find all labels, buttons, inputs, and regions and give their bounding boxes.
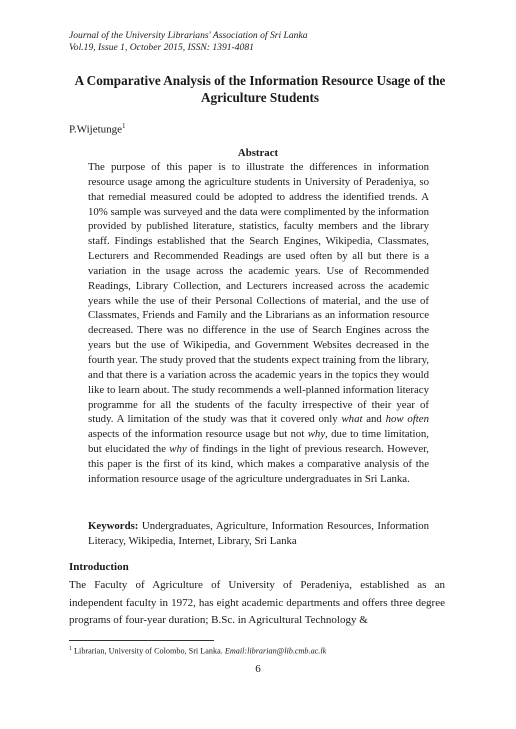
- footnote: [69, 644, 326, 657]
- abstract-part: , due to time limitation, but elucidated the: [88, 428, 429, 456]
- keywords: [88, 519, 429, 549]
- journal-header: [69, 30, 308, 54]
- journal-issue: Vol.19, Issue 1, October 2015, ISSN: 1391-4081: [69, 42, 254, 53]
- introduction-text: The Faculty of Agriculture of University of Peradeniya, established as an independent faculty in 1972, has eight academic departments and offers three degree programs of four-year duration; B.Sc. in Agricultural Technology &: [69, 579, 445, 627]
- introduction-heading: Introduction: [69, 561, 129, 573]
- abstract-emphasis: how often: [385, 413, 429, 426]
- keywords-label: Keywords:: [88, 520, 139, 532]
- abstract-heading: Abstract: [237, 147, 279, 159]
- abstract-emphasis: why: [307, 428, 326, 441]
- abstract-part: of findings in the light of previous research. However, this paper is the first of its kind, which makes a comparative analysis of the information resource usage of the agriculture undergraduates in Sri Lanka.: [88, 443, 429, 485]
- abstract-part: The purpose of this paper is to illustrate the differences in information resource usage among the agriculture students in University of Peradeniya, so that remedial measured could be adopted to address the identified trends. A 10% sample was surveyed and the data were complimented by the information provided by published literature, statistics, faculty members and the library staff. Findings established that the Search Engines, Wikipedia, Classmates, Lecturers and Recommended Readings are used often by all but there is a variation in the usage across the academic years. Use of Recommended Readings, Library Collection, and Lecturers increased across the academic years while the use of their Personal Collections of material, and the use of Classmates, Friends and Family and the Librarians as an information resource decreased. There was no difference in the use of Search Engines across the years but the use of Wikipedia, and Government Websites decreased in the fourth year. The study proved that the students expect training from the library, and that there is a variation across the academic years in the topics they would like to learn about. The study recommends a well-planned information literacy programme for all the students of the faculty irrespective of their year of study. A limitation of the study was that it covered only: [88, 161, 429, 426]
- author-footnote-mark: 1: [122, 122, 126, 130]
- footnote-email: Email:librarian@lib.cmb.ac.lk: [224, 646, 327, 656]
- journal-name: Journal of the University Librarians' Association of Sri Lanka: [69, 30, 308, 41]
- abstract-text: [88, 160, 429, 487]
- abstract-part: aspects of the information resource usage but not: [88, 428, 308, 441]
- abstract-emphasis: what: [341, 413, 363, 426]
- author: [69, 122, 126, 136]
- footnote-text: Librarian, University of Colombo, Sri Lanka.: [72, 646, 225, 656]
- page-number: 6: [255, 663, 261, 675]
- footnote-mark: 1: [69, 646, 72, 652]
- author-name: P.Wijetunge: [69, 123, 123, 136]
- abstract-emphasis: why: [169, 443, 187, 456]
- article-title: A Comparative Analysis of the Information Resource Usage of the Agriculture Students: [74, 73, 446, 105]
- keywords-text: Undergraduates, Agriculture, Information Resources, Information Literacy, Wikipedia, Internet, Library, Sri Lanka: [88, 520, 429, 547]
- footnote-divider: [69, 640, 214, 641]
- abstract-part: and: [362, 413, 386, 426]
